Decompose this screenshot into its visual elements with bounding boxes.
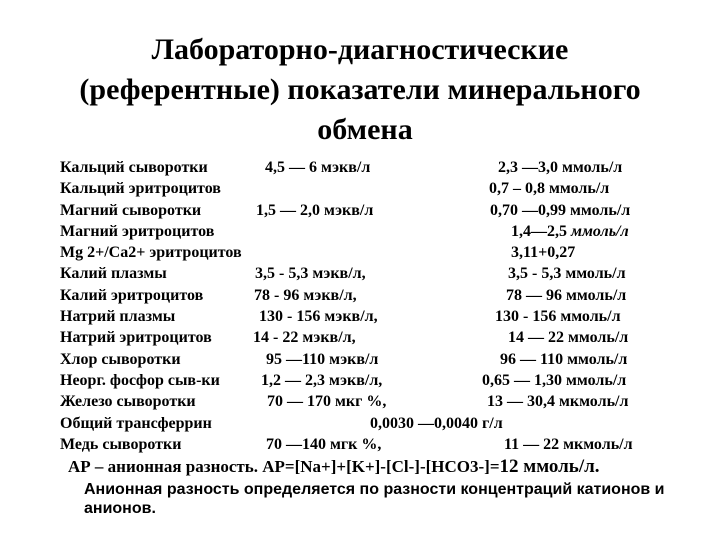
row-name: Калий плазмы — [60, 265, 167, 283]
anion-gap-value: 12 ммоль/л. — [499, 456, 600, 477]
row-name: Магний сыворотки — [60, 201, 202, 219]
row-meq-value: 70 —140 мгк %, — [266, 435, 382, 453]
row-name: Неорг. фосфор сыв-ки — [60, 371, 220, 389]
row-name: Mg 2+/Ca2+ эритроцитов — [60, 244, 242, 262]
row-name: Кальций эритроцитов — [60, 180, 221, 198]
row-meq-value: 95 —110 мэкв/л — [266, 350, 379, 368]
title-line-2: (референтные) показатели минерального — [79, 73, 641, 106]
row-mmol-value: 11 — 22 мкмоль/л — [504, 435, 633, 453]
table-row — [0, 436, 720, 457]
row-name: Магний эритроцитов — [60, 222, 215, 240]
table-row — [0, 265, 720, 286]
row-meq-value: 130 - 156 мэкв/л, — [259, 308, 378, 326]
table-row — [0, 393, 720, 414]
row-meq-value: 3,5 - 5,3 мэкв/л, — [255, 265, 366, 283]
table-row — [0, 223, 720, 244]
row-mmol-value: 0,70 —0,99 ммоль/л — [490, 201, 631, 219]
row-meq-value: 14 - 22 мэкв/л, — [253, 329, 356, 347]
title-line-3: обмена — [317, 113, 413, 146]
table-row — [0, 372, 720, 393]
row-mmol-value: 0,7 – 0,8 ммоль/л — [489, 180, 610, 198]
row-name: Натрий плазмы — [60, 308, 176, 326]
row-mmol-value: 13 — 30,4 мкмоль/л — [487, 393, 629, 411]
row-name: Общий трансферрин — [60, 414, 212, 432]
anion-gap-formula-text: АР – анионная разность. АР=[Na+]+[K+]-[Cl-]-[HCO3-]= — [68, 457, 500, 476]
row-name: Железо сыворотки — [60, 393, 196, 411]
row-mmol-value: 96 — 110 ммоль/л — [500, 350, 628, 368]
row-meq-value: 78 - 96 мэкв/л, — [254, 286, 357, 304]
anion-gap-explanation: Анионная разность определяется по разности концентраций катионов и анионов. — [84, 481, 665, 517]
reference-values-table — [0, 159, 720, 457]
row-meq-value: 1,2 — 2,3 мэкв/л, — [261, 371, 383, 389]
table-row — [0, 180, 720, 201]
anion-gap-formula — [68, 456, 600, 478]
table-row — [0, 415, 720, 436]
row-name: Кальций сыворотки — [60, 159, 208, 176]
row-mmol-value: 2,3 —3,0 ммоль/л — [498, 159, 623, 176]
table-row — [0, 159, 720, 180]
row-mmol-value: 130 - 156 ммоль/л — [495, 308, 621, 326]
row-mmol-value: 14 — 22 ммоль/л — [508, 329, 629, 347]
slide-title — [0, 30, 720, 150]
row-name: Натрий эритроцитов — [60, 329, 212, 347]
row-name: Хлор сыворотки — [60, 350, 181, 368]
row-meq-value: 1,5 — 2,0 мэкв/л — [256, 201, 374, 219]
row-mmol-value: 78 — 96 ммоль/л — [506, 286, 627, 304]
table-row — [0, 329, 720, 350]
row-mmol-range: 1,4—2,5 — [511, 222, 571, 240]
row-meq-value: 4,5 — 6 мэкв/л — [265, 159, 371, 176]
table-row — [0, 308, 720, 329]
row-meq-value: 70 — 170 мкг %, — [267, 393, 387, 411]
table-row — [0, 351, 720, 372]
table-row — [0, 244, 720, 265]
row-mmol-value: 3,11+0,27 — [511, 244, 576, 262]
row-mmol-value: 0,0030 —0,0040 г/л — [370, 414, 503, 432]
table-row — [0, 202, 720, 223]
row-mmol-value: 3,5 - 5,3 ммоль/л — [508, 265, 626, 283]
row-mmol-unit: ммоль/л — [571, 222, 629, 240]
row-mmol-value — [511, 223, 629, 241]
title-line-1: Лабораторно-диагностические — [151, 33, 569, 66]
row-mmol-value: 0,65 — 1,30 ммоль/л — [482, 371, 627, 389]
table-row — [0, 287, 720, 308]
row-name: Калий эритроцитов — [60, 286, 204, 304]
row-name: Медь сыворотки — [60, 435, 182, 453]
